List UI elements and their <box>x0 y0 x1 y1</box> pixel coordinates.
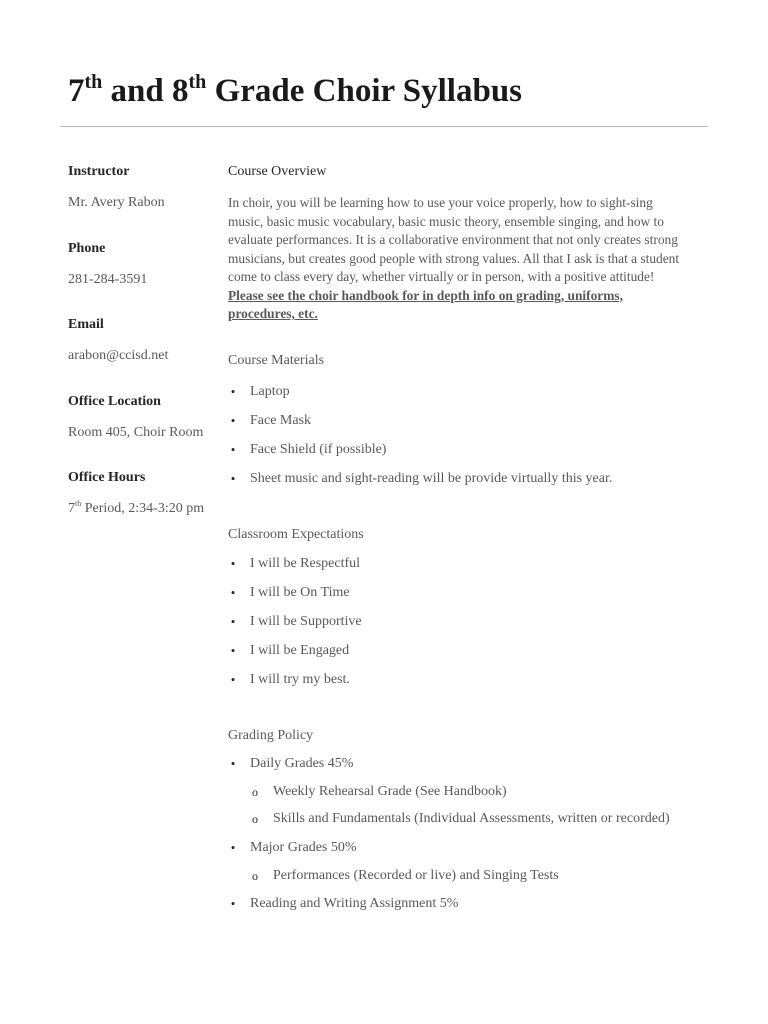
office-location-block <box>68 394 218 471</box>
instructor-block <box>68 164 218 241</box>
course-materials-heading: Course Materials <box>228 352 325 368</box>
list-item-text: Reading and Writing Assignment 5% <box>250 895 459 911</box>
sub-list-item-text: Performances (Recorded or live) and Singing Tests <box>273 867 559 883</box>
circle-bullet-icon: o <box>252 868 258 883</box>
instructor-name: Mr. Avery Rabon <box>68 195 165 210</box>
bullet-icon: • <box>230 642 236 658</box>
list-item <box>228 384 708 400</box>
office-hours-label: Office Hours <box>68 470 146 485</box>
course-overview-text <box>228 194 708 324</box>
phone-number: 281-284-3591 <box>68 271 148 287</box>
course-overview-section <box>228 164 708 324</box>
bullet-icon: • <box>230 555 236 571</box>
list-item-text: Face Shield (if possible) <box>250 441 387 457</box>
course-overview-heading: Course Overview <box>228 164 327 179</box>
office-hours-value <box>68 501 218 517</box>
list-item-text: Major Grades 50% <box>250 839 357 855</box>
list-item <box>228 442 708 458</box>
handbook-link-line[interactable]: Please see the choir handbook for in depth info on grading, uniforms, <box>228 287 623 303</box>
email-block <box>68 317 218 394</box>
list-item <box>228 840 708 856</box>
list-item-text: Laptop <box>250 383 290 399</box>
list-item <box>228 756 708 772</box>
title-part: and 8 <box>102 73 189 109</box>
list-item-text: I will be On Time <box>250 584 350 600</box>
classroom-expectations-section <box>228 527 708 688</box>
sub-list-item-text: Skills and Fundamentals (Individual Assessments, written or recorded) <box>273 810 670 826</box>
list-item <box>228 556 708 572</box>
handbook-link-line[interactable]: procedures, etc. <box>228 306 318 321</box>
main-content <box>228 164 708 912</box>
circle-bullet-icon: o <box>252 811 258 826</box>
email-address: arabon@ccisd.net <box>68 348 169 363</box>
phone-label: Phone <box>68 240 106 256</box>
list-item <box>228 585 708 601</box>
office-hours-part: 7 <box>68 501 75 516</box>
office-hours-block <box>68 470 218 547</box>
office-hours-part: Period, 2:34-3:20 pm <box>81 501 205 516</box>
instructor-label: Instructor <box>68 164 130 179</box>
title-superscript: th <box>84 71 103 93</box>
instructor-sidebar <box>68 164 218 547</box>
bullet-icon: • <box>230 895 236 911</box>
list-item <box>228 471 708 487</box>
office-hours-superscript: th <box>75 499 82 508</box>
bullet-icon: • <box>230 584 236 600</box>
list-item <box>228 413 708 429</box>
list-item <box>228 643 708 659</box>
email-label: Email <box>68 317 104 332</box>
overview-line: In choir, you will be learning how to use your voice properly, how to sight-sing <box>228 195 653 210</box>
major-grades-sublist <box>228 868 708 884</box>
overview-line: music, basic music vocabulary, basic music theory, ensemble singing, and how to <box>228 213 664 229</box>
title-divider <box>60 126 708 127</box>
sub-list-item <box>228 811 708 827</box>
sub-list-item-text: Weekly Rehearsal Grade (See Handbook) <box>273 783 507 799</box>
grading-policy-section <box>228 728 708 912</box>
bullet-icon: • <box>230 383 236 399</box>
bullet-icon: • <box>230 470 236 486</box>
daily-grades-sublist <box>228 784 708 827</box>
list-item <box>228 672 708 688</box>
materials-list <box>228 384 708 487</box>
grading-list <box>228 840 708 856</box>
bullet-icon: • <box>230 671 236 687</box>
list-item <box>228 896 708 912</box>
course-materials-section <box>228 353 708 487</box>
list-item-text: I will be Respectful <box>250 555 361 571</box>
sub-list-item <box>228 784 708 800</box>
bullet-icon: • <box>230 839 236 855</box>
bullet-icon: • <box>230 613 236 629</box>
list-item <box>228 614 708 630</box>
bullet-icon: • <box>230 441 236 457</box>
overview-line: evaluate performances. It is a collaborative environment that not only creates strong <box>228 232 678 247</box>
overview-line: come to class every day, whether virtually or in person, with a positive attitude! <box>228 269 655 284</box>
list-item-text: Sheet music and sight-reading will be provide virtually this year. <box>250 470 613 486</box>
office-location-label: Office Location <box>68 393 161 409</box>
list-item-text: I will be Engaged <box>250 642 350 658</box>
bullet-icon: • <box>230 755 236 771</box>
grading-policy-heading: Grading Policy <box>228 727 314 743</box>
list-item-text: Daily Grades 45% <box>250 755 354 771</box>
grading-list <box>228 756 708 772</box>
sub-list-item <box>228 868 708 884</box>
title-part: Grade Choir Syllabus <box>206 73 523 109</box>
expectations-list <box>228 556 708 688</box>
grading-list <box>228 896 708 912</box>
bullet-icon: • <box>230 412 236 428</box>
list-item-text: I will try my best. <box>250 671 350 687</box>
title-part: 7 <box>68 73 85 109</box>
list-item-text: I will be Supportive <box>250 613 362 629</box>
handbook-link[interactable] <box>228 287 708 324</box>
circle-bullet-icon: o <box>252 784 258 799</box>
classroom-expectations-heading: Classroom Expectations <box>228 526 364 542</box>
page-title <box>68 68 522 114</box>
overview-line: musicians, but creates good people with strong values. All that I ask is that a student <box>228 250 680 266</box>
list-item-text: Face Mask <box>250 412 312 428</box>
office-location-value: Room 405, Choir Room <box>68 424 204 440</box>
phone-block <box>68 241 218 318</box>
title-superscript: th <box>188 71 207 93</box>
